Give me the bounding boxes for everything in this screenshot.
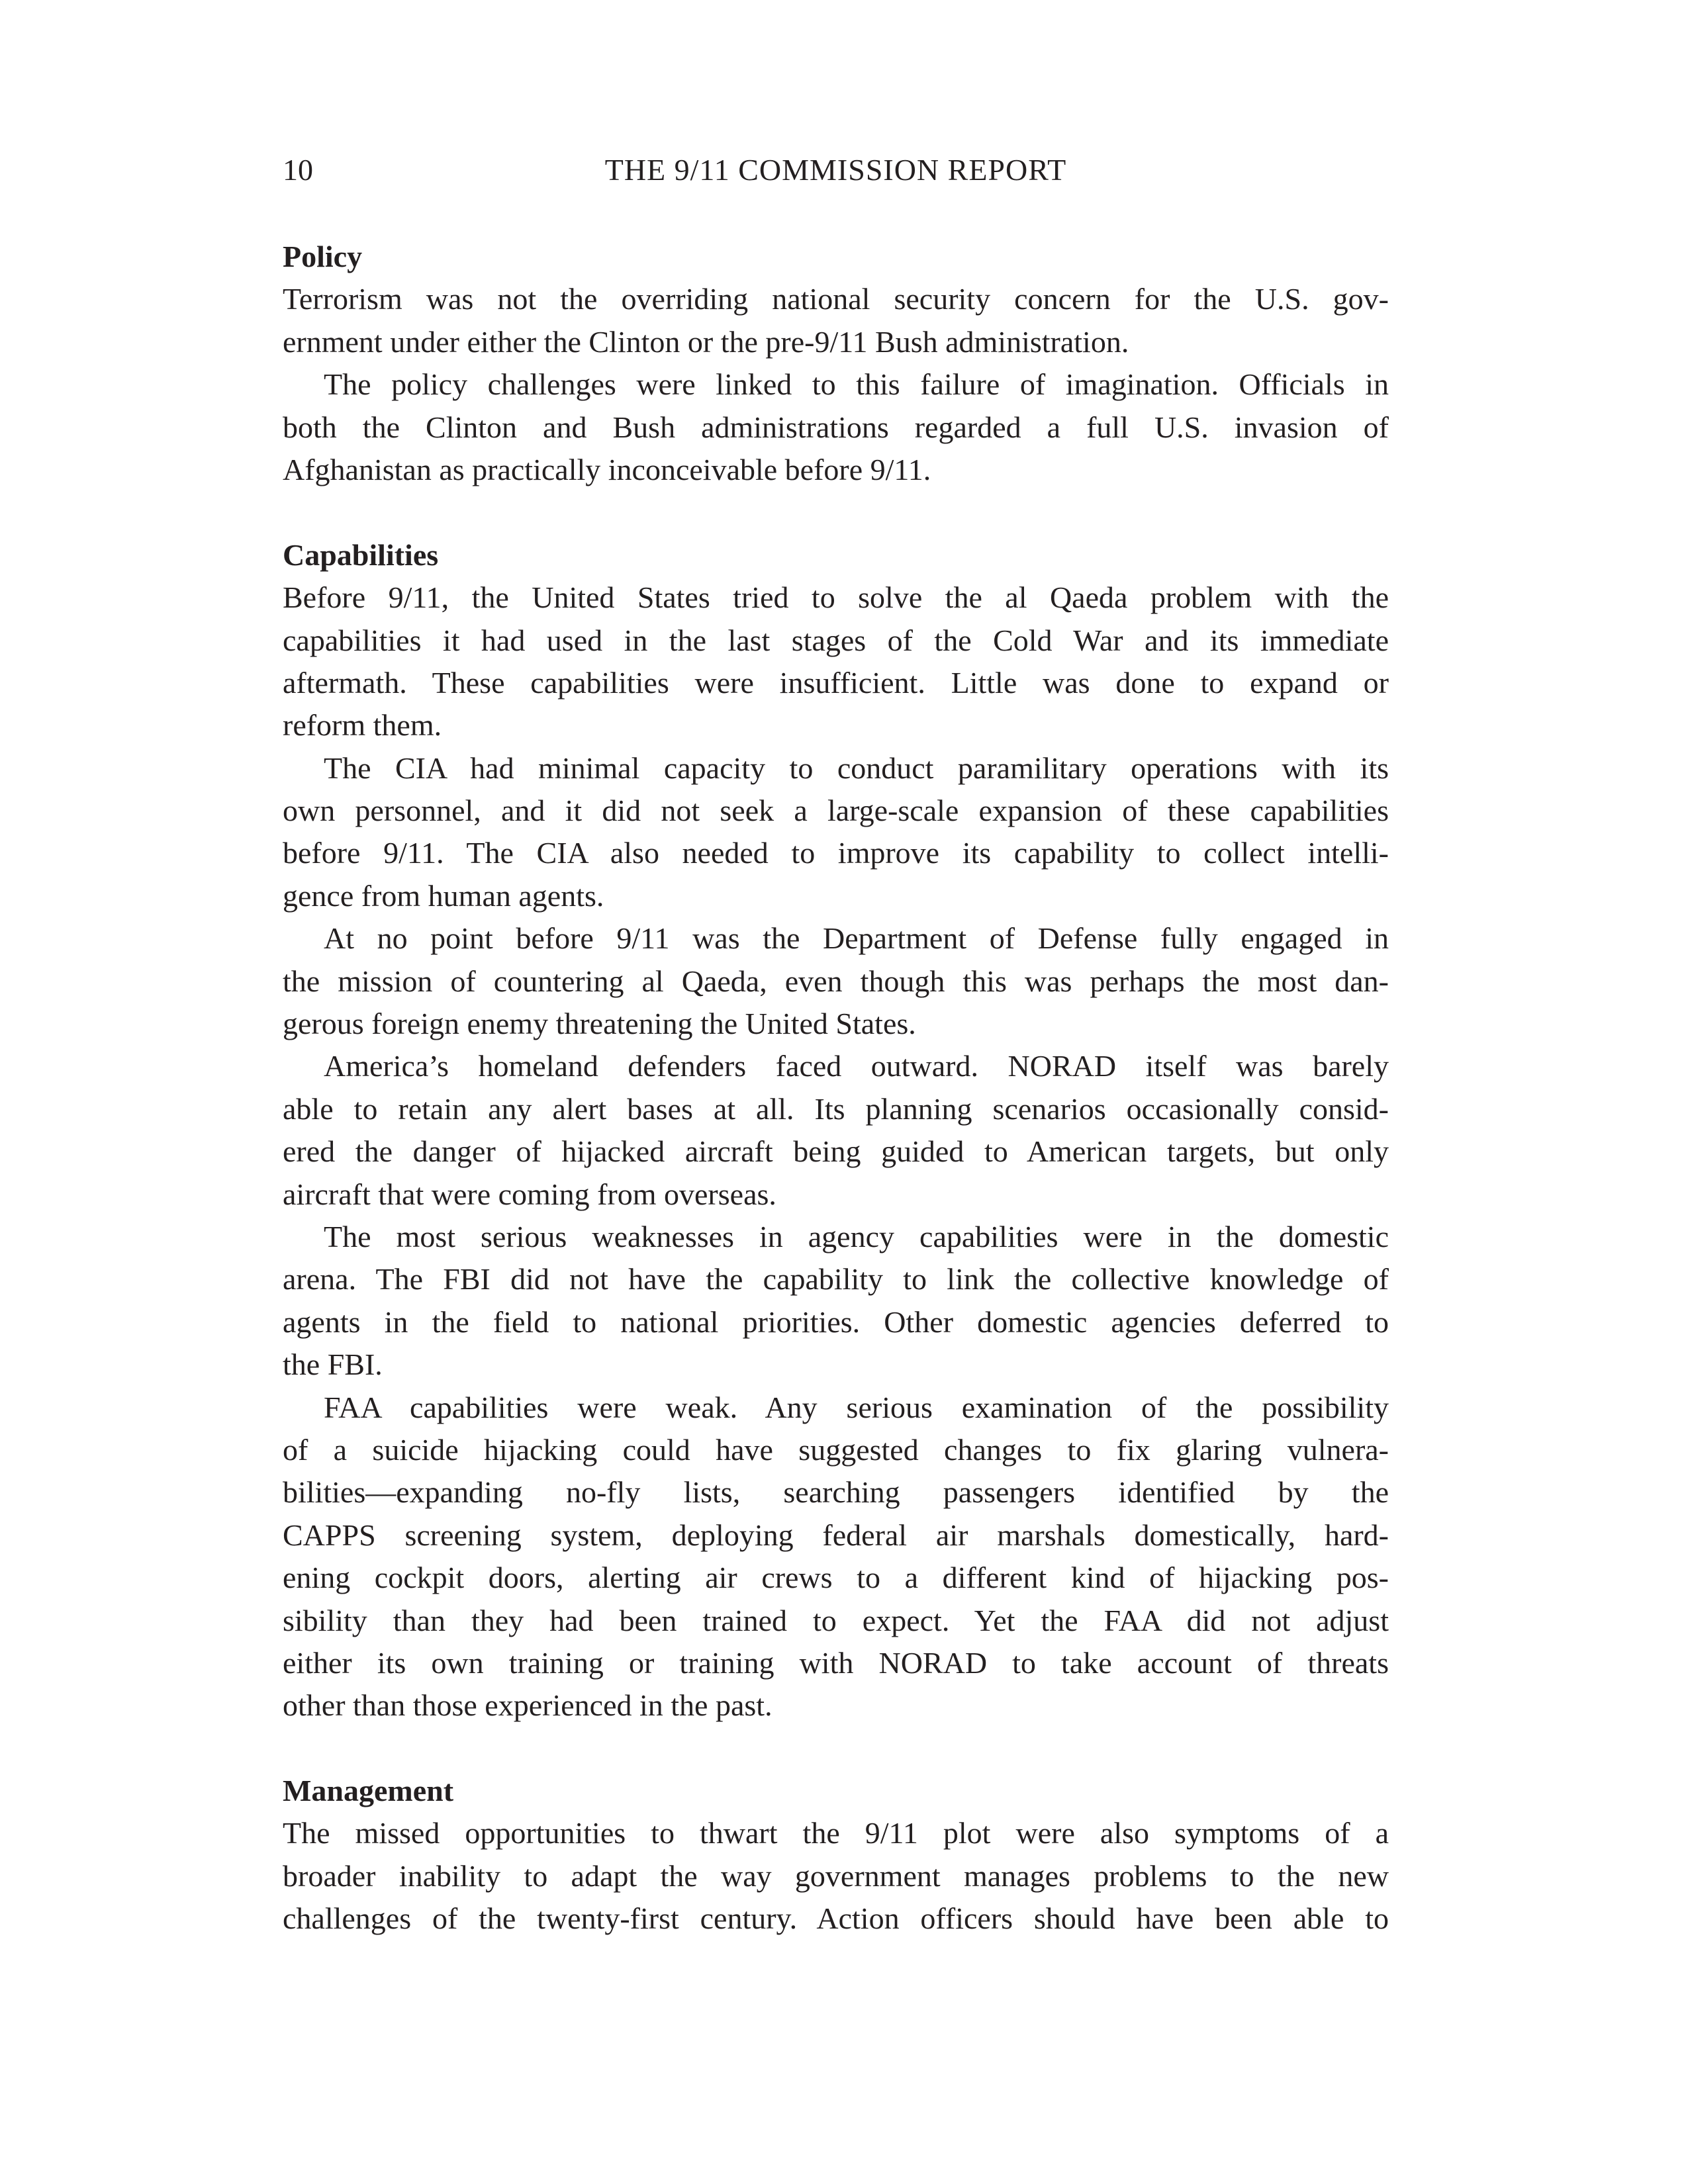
paragraph-line: The most serious weaknesses in agency capabilities were in the domestic <box>324 1219 1389 1253</box>
paragraph-line: FAA capabilities were weak. Any serious examination of the possibility <box>324 1390 1389 1424</box>
paragraph-line: capabilities it had used in the last stages of the Cold War and its immediate <box>283 623 1389 657</box>
section-heading: Management <box>283 1774 454 1808</box>
paragraph-line: challenges of the twenty-first century. Action officers should have been able to <box>283 1901 1389 1936</box>
paragraph-line: the FBI. <box>283 1347 383 1382</box>
paragraph-line: America’s homeland defenders faced outward. NORAD itself was barely <box>324 1049 1389 1083</box>
paragraph-line: Terrorism was not the overriding national security concern for the U.S. gov- <box>283 282 1389 316</box>
paragraph-line: The policy challenges were linked to this failure of imagination. Officials in <box>324 367 1389 402</box>
page-number: 10 <box>283 153 313 187</box>
paragraph-line: other than those experienced in the past. <box>283 1688 773 1723</box>
paragraph-line: sibility than they had been trained to expect. Yet the FAA did not adjust <box>283 1603 1389 1637</box>
paragraph-line: arena. The FBI did not have the capability to link the collective knowledge of <box>283 1262 1389 1297</box>
paragraph-line: ening cockpit doors, alerting air crews to a different kind of hijacking pos- <box>283 1561 1389 1595</box>
paragraph-line: gence from human agents. <box>283 878 604 913</box>
paragraph-line: aircraft that were coming from overseas. <box>283 1177 776 1211</box>
paragraph-line: Afghanistan as practically inconceivable before 9/11. <box>283 452 931 486</box>
paragraph-line: Before 9/11, the United States tried to solve the al Qaeda problem with the <box>283 580 1389 615</box>
paragraph-line: The missed opportunities to thwart the 9/11 plot were also symptoms of a <box>283 1816 1389 1850</box>
paragraph-line: aftermath. These capabilities were insufficient. Little was done to expand or <box>283 665 1389 700</box>
running-header <box>283 149 1389 191</box>
paragraph-line: both the Clinton and Bush administrations regarded a full U.S. invasion of <box>283 410 1389 444</box>
paragraph-line: ernment under either the Clinton or the pre-9/11 Bush administration. <box>283 324 1129 359</box>
paragraph-line: gerous foreign enemy threatening the United States. <box>283 1007 916 1041</box>
paragraph-line: At no point before 9/11 was the Department of Defense fully engaged in <box>324 921 1389 956</box>
section-spacer <box>283 491 1389 533</box>
paragraph-line: able to retain any alert bases at all. Its planning scenarios occasionally consid- <box>283 1091 1389 1126</box>
paragraph-line: of a suicide hijacking could have suggested changes to fix glaring vulnera- <box>283 1432 1389 1467</box>
paragraph-line: The CIA had minimal capacity to conduct paramilitary operations with its <box>324 751 1389 785</box>
paragraph-line: bilities—expanding no-fly lists, searching passengers identified by the <box>283 1475 1389 1510</box>
paragraph-line: ered the danger of hijacked aircraft being guided to American targets, but only <box>283 1134 1389 1169</box>
section-spacer <box>283 1727 1389 1770</box>
paragraph-line: CAPPS screening system, deploying federal air marshals domestically, hard- <box>283 1518 1389 1552</box>
paragraph-line: either its own training or training with NORAD to take account of threats <box>283 1645 1389 1680</box>
paragraph-line: own personnel, and it did not seek a large-scale expansion of these capabilities <box>283 794 1389 828</box>
paragraph-line: broader inability to adapt the way government manages problems to the new <box>283 1858 1389 1893</box>
paragraph-line: reform them. <box>283 708 442 743</box>
running-title: THE 9/11 COMMISSION REPORT <box>604 153 1067 187</box>
paragraph-line: agents in the field to national priorities. Other domestic agencies deferred to <box>283 1304 1389 1339</box>
paragraph-line: the mission of countering al Qaeda, even though this was perhaps the most dan- <box>283 964 1389 998</box>
section-heading: Capabilities <box>283 537 439 572</box>
document-body <box>283 236 1389 1940</box>
paragraph-line: before 9/11. The CIA also needed to improve its capability to collect intelli- <box>283 836 1389 870</box>
section-heading: Policy <box>283 240 363 273</box>
